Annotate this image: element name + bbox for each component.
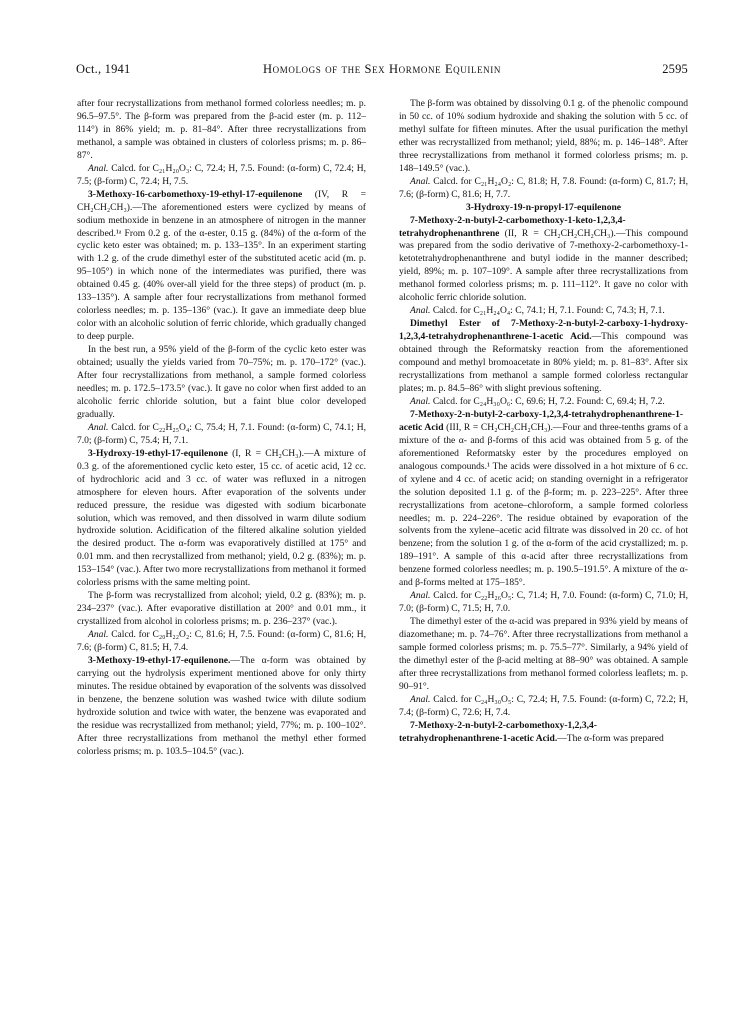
paragraph: In the best run, a 95% yield of the β-form of the cyclic keto ester was obtained; usually the yields varied from 70–75%; m. p. 170–172° (vac.). After four recrystallizations from methanol, a sample formed colorless needles; m. p. 172.5–173.5° (vac.). It gave no color when first added to an alcoholic ferric chloride solution, but a faint blue color developed gradually. — [77, 344, 366, 420]
analysis-paragraph — [399, 305, 688, 318]
right-column — [399, 98, 688, 746]
analysis-label: Anal. — [410, 693, 431, 705]
left-column — [77, 98, 366, 759]
compound-paragraph — [399, 720, 688, 746]
compound-title: 7-Methoxy-2-n-butyl-2-carbomethoxy-1,2,3,4-tetrahydrophenanthrene-1-acetic Acid. — [399, 719, 597, 744]
analysis-text: Calcd. for C₂₀H₂₂O₂: C, 81.6; H, 7.5. Found: (α-form) C, 81.6; H, 7.6; (β-form) C, 81.5; H, 7.4. — [77, 629, 366, 654]
header-title: Homologs of the Sex Hormone Equilenin — [263, 62, 501, 76]
analysis-paragraph — [399, 590, 688, 616]
paragraph: The β-form was recrystallized from alcohol; yield, 0.2 g. (83%); m. p. 234–237° (vac.). After evaporative distillation at 200° and 0.01 mm., it crystallized from alcohol in colorless prisms; m. p. 236–237° (vac.). — [77, 590, 366, 628]
compound-title: 3-Hydroxy-19-ethyl-17-equilenone — [88, 447, 228, 459]
compound-paragraph — [399, 318, 688, 396]
paragraph-text: (II, R = CH₂CH₂CH₂CH₃).—This compound was prepared from the sodio derivative of 7-methoxy-2-carbomethoxy-1-ketotetrahydrophenanthrene and butyl iodide in the manner described; yield, 89%; m. p. 107–109°. A sample after three recrystallizations from methanol formed colorless prisms; m. p. 111–112°. It gave no color with alcoholic ferric chloride solution. — [399, 227, 688, 304]
compound-paragraph — [399, 409, 688, 590]
compound-title: Dimethyl Ester of 7-Methoxy-2-n-butyl-2-carboxy-1-hydroxy-1,2,3,4-tetrahydrophenanthrene-1-acetic Acid. — [399, 318, 688, 343]
compound-title: 7-Methoxy-2-n-butyl-2-carboxy-1,2,3,4-tetrahydrophenanthrene-1-acetic Acid — [399, 408, 684, 433]
analysis-text: Calcd. for C₂₂H₂₅O₄: C, 75.4; H, 7.1. Found: (α-form) C, 74.1; H, 7.0; (β-form) C, 75.4; H, 7.1. — [77, 421, 366, 446]
running-header — [76, 62, 688, 80]
compound-title: 3-Methoxy-16-carbomethoxy-19-ethyl-17-equilenone — [88, 188, 303, 200]
compound-title: 3-Methoxy-19-ethyl-17-equilenone. — [88, 654, 231, 666]
section-heading: 3-Hydroxy-19-n-propyl-17-equilenone — [465, 201, 622, 213]
compound-paragraph — [399, 215, 688, 306]
paragraph-text: —The α-form was prepared — [557, 732, 664, 744]
analysis-text: Calcd. for C₂₄H₃₀O₅: C, 72.4; H, 7.5. Found: (α-form) C, 72.2; H, 7.4; (β-form) C, 72.6; H, 7.4. — [399, 693, 688, 718]
analysis-text: Calcd. for C₂₂H₂₆O₅: C, 71.4; H, 7.0. Found: (α-form) C, 71.0; H, 7.0; (β-form) C, 71.5; H, 7.0. — [399, 590, 688, 615]
analysis-label: Anal. — [88, 162, 109, 174]
analysis-label: Anal. — [410, 590, 431, 602]
paragraph-text: (III, R = CH₂CH₂CH₂CH₃).—Four and three-tenths grams of a mixture of the α- and β-forms of this acid was obtained from 5 g. of the aforementioned Reformatsky ester by the procedures employed on analogous compounds.¹ The acids were dissolved in a hot mixture of 6 cc. of xylene and 4 cc. of acetic acid; on standing overnight in a refrigerator the solution deposited 1.1 g. of the β-form; m. p. 223–225°. After three recrystallizations from acetone–chloroform, a sample formed colorless needles; m. p. 224–226°. The residue obtained by evaporation of the solvents from the xylene–acetic acid filtrate was dissolved in 20 cc. of hot benzene; from the solution 1 g. of the α-form of the acid crystallized; m. p. 189–191°. A sample of this α-acid after three recrystallizations from benzene formed colorless needles; m. p. 190.5–191.5°. A mixture of the α- and β-forms melted at 175–185°. — [399, 421, 688, 589]
analysis-paragraph — [77, 422, 366, 448]
compound-paragraph — [77, 448, 366, 590]
analysis-label: Anal. — [88, 629, 109, 641]
compound-title: 7-Methoxy-2-n-butyl-2-carbomethoxy-1-keto-1,2,3,4-tetrahydrophenanthrene — [399, 214, 626, 239]
header-page-number: 2595 — [662, 62, 688, 76]
analysis-paragraph — [399, 176, 688, 202]
paragraph-text: (I, R = CH₂CH₃).—A mixture of 0.3 g. of the aforementioned cyclic keto ester, 15 cc. of acetic acid, 12 cc. of hydrochloric acid and 3 cc. of water was refluxed in a nitrogen atmosphere for eleven hours. After evaporation of the solvents under reduced pressure, the residue was digested with sodium bicarbonate solution, which was removed, and then dissolved in warm dilute sodium hydroxide solution. Acidification of the filtered alkaline solution yielded the desired product. The α-form was evaporatively distilled at 175° and 0.01 mm. and then recrystallized from methanol; yield, 0.2 g. (83%); m. p. 153–154° (vac.). After two more recrystallizations from methanol it formed colorless prisms with the same melting point. — [77, 447, 366, 589]
analysis-label: Anal. — [410, 395, 431, 407]
header-date: Oct., 1941 — [76, 62, 131, 76]
paragraph: The β-form was obtained by dissolving 0.1 g. of the phenolic compound in 50 cc. of 10% sodium hydroxide and shaking the solution with 5 cc. of methyl sulfate for fifteen minutes. After the usual purification the methyl ether was recrystallized from methanol; yield, 88%; m. p. 146–148°. After three recrystallizations from methanol it formed colorless prisms; m. p. 148–149.5° (vac.). — [399, 98, 688, 174]
compound-paragraph — [77, 655, 366, 759]
analysis-label: Anal. — [410, 305, 431, 317]
analysis-label: Anal. — [88, 421, 109, 433]
paragraph: The dimethyl ester of the α-acid was prepared in 93% yield by means of diazomethane; m. p. 74–76°. After three recrystallizations from methanol a sample formed colorless prisms; m. p. 75.5–77°. Similarly, a 94% yield of the dimethyl ester of the β-acid melting at 88–90° was obtained. A sample after three recrystallizations from methanol formed colorless leaflets; m. p. 90–91°. — [399, 616, 688, 692]
analysis-text: Calcd. for C₂₁H₂₀O₃: C, 72.4; H, 7.5. Found: (α-form) C, 72.4; H, 7.5; (β-form) C, 72.4; H, 7.5. — [77, 162, 366, 187]
analysis-label: Anal. — [410, 175, 431, 187]
paragraph-text: —This compound was obtained through the Reformatsky reaction from the aforementioned compound and methyl bromoacetate in 80% yield; m. p. 81–83°. After six recrystallizations from methanol a sample formed colorless rectangular plates; m. p. 84.5–86° with slight previous softening. — [399, 331, 688, 394]
paragraph-text: (IV, R = CH₂CH₂CH₃).—The aforementioned esters were cyclized by means of sodium methoxide in benzene in an atmosphere of nitrogen in the manner described.¹ᵃ From 0.2 g. of the α-ester, 0.15 g. (84%) of the α-form of the cyclic keto ester was obtained; m. p. 133–135°. In an experiment starting with 1.2 g. of the crude dimethyl ester of the substituted acetic acid (m. p. 95–105°) in which none of the intermediates was purified, there was obtained 0.45 g. (40% over-all yield for the three steps) of product (m. p. 133–135°). A sample after four recrystallizations from methanol formed colorless needles; m. p. 135–136° (vac.). It gave an immediate deep blue color with an alcoholic solution of ferric chloride, which gradually changed to deep purple. — [77, 188, 366, 343]
analysis-paragraph — [77, 163, 366, 189]
analysis-text: Calcd. for C₂₁H₂₄O₂: C, 81.8; H, 7.8. Found: (α-form) C, 81.7; H, 7.6; (β-form) C, 81.6; H, 7.7. — [399, 175, 688, 200]
paragraph-text: —The α-form was obtained by carrying out the hydrolysis experiment mentioned above for only thirty minutes. The residue obtained by evaporation of the solvents was dissolved in benzene, the benzene solution was washed twice with dilute sodium hydroxide solution and twice with water, the benzene was evaporated and the residue was recrystallized from methanol; yield, 77%; m. p. 100–102°. After three recrystallizations from methanol the methyl ether formed colorless prisms; m. p. 103.5–104.5° (vac.). — [77, 654, 366, 757]
analysis-paragraph — [77, 629, 366, 655]
paragraph: after four recrystallizations from methanol formed colorless needles; m. p. 96.5–97.5°. The β-form was prepared from the β-acid ester (m. p. 112–114°) in 86% yield; m. p. 81–84°. After three recrystallizations from methanol, a sample was obtained in clusters of colorless prisms; m. p. 86–87°. — [77, 98, 366, 161]
analysis-paragraph — [399, 694, 688, 720]
compound-paragraph — [77, 189, 366, 344]
analysis-text: Calcd. for C₂₄H₃₀O₆: C, 69.6; H, 7.2. Found: C, 69.4; H, 7.2. — [432, 395, 665, 407]
analysis-text: Calcd. for C₂₁H₂₄O₄: C, 74.1; H, 7.1. Found: C, 74.3; H, 7.1. — [432, 305, 665, 317]
analysis-paragraph — [399, 396, 688, 409]
